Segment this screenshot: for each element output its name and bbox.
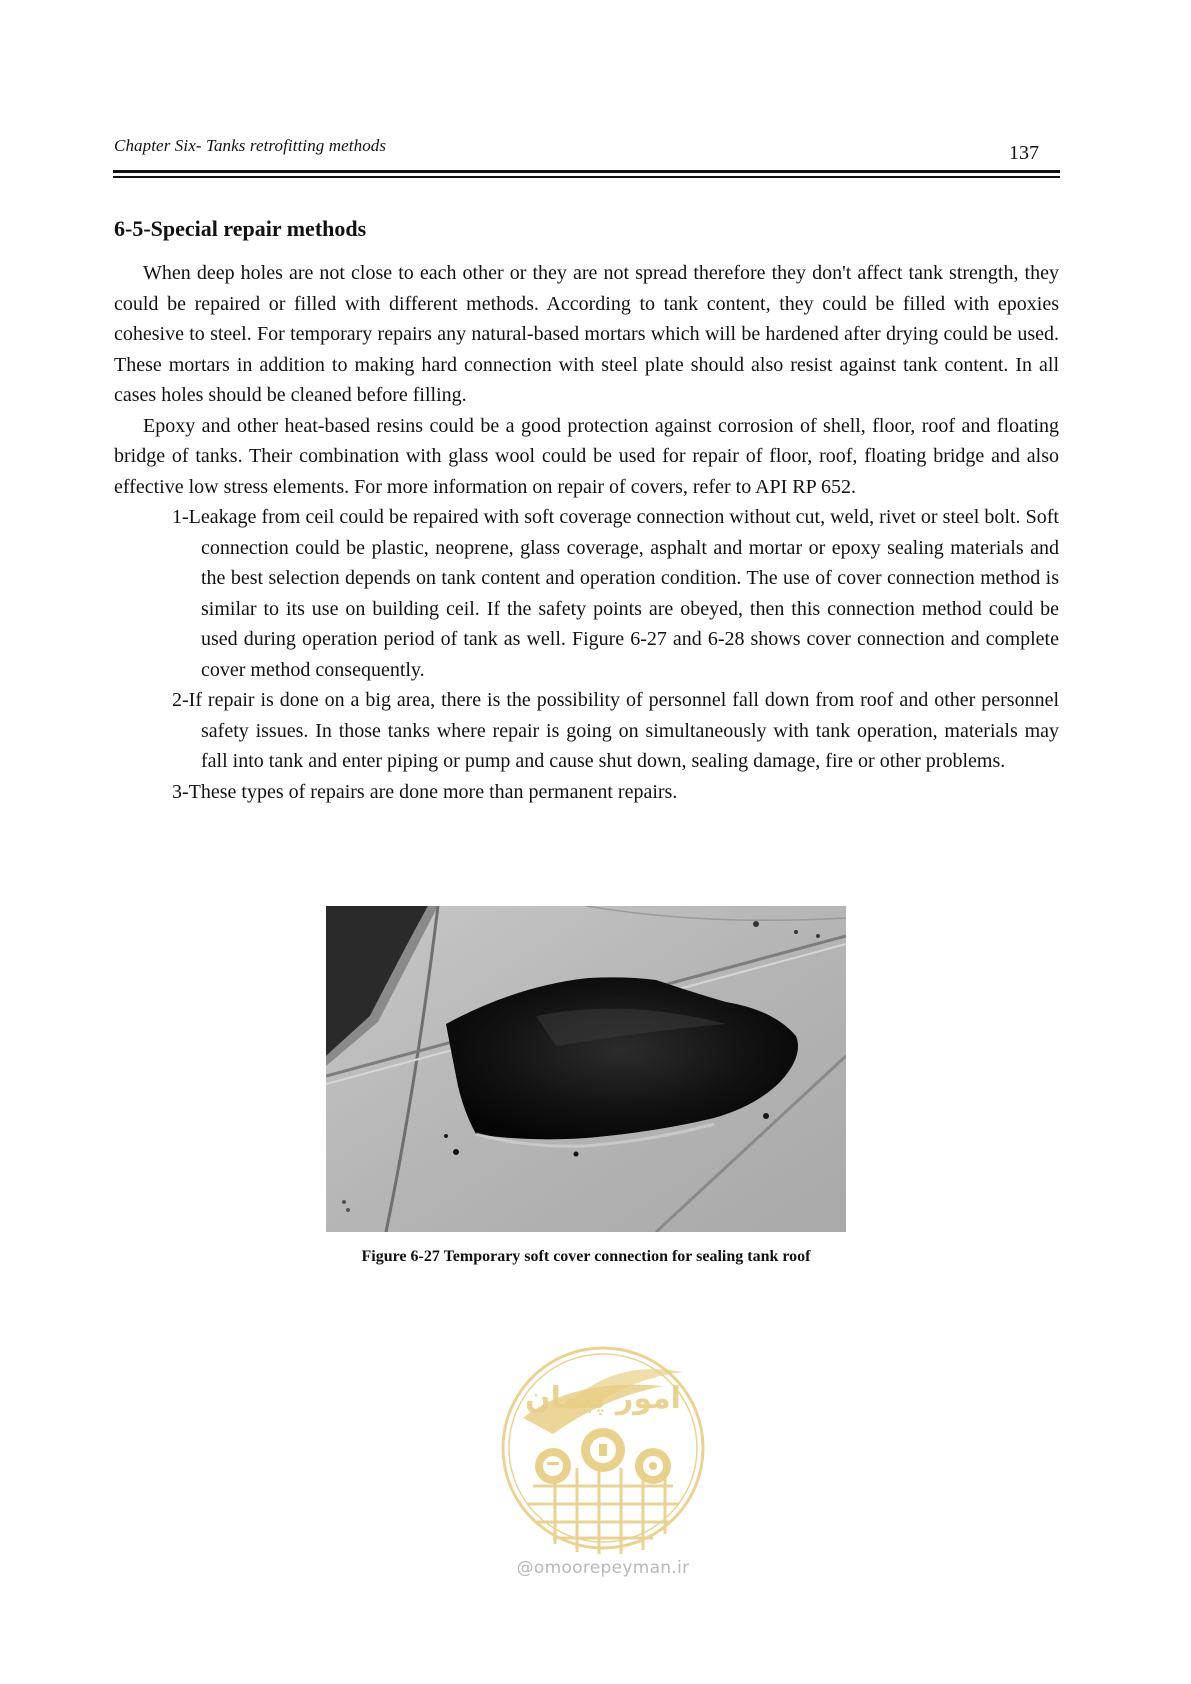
watermark-logo-icon bbox=[493, 1338, 713, 1558]
watermark-url: @omoorepeyman.ir bbox=[516, 1558, 690, 1578]
body-text bbox=[114, 258, 1059, 807]
watermark bbox=[493, 1338, 713, 1582]
numbered-list bbox=[172, 502, 1059, 807]
paragraph: Epoxy and other heat-based resins could be a good protection against corrosion of shell, floor, roof and floating bridge of tanks. Their combination with glass wool could be used for repair of floor, roof, floating bridge and also effective low stress elements. For more information on repair of covers, refer to API RP 652. bbox=[114, 414, 1059, 498]
header-rule-thick bbox=[113, 170, 1060, 173]
running-header-title: Chapter Six- Tanks retrofitting methods bbox=[114, 136, 387, 155]
figure-photo bbox=[326, 906, 846, 1232]
section-heading: 6-5-Special repair methods bbox=[114, 216, 367, 241]
svg-text:امور پیمان: امور پیمان bbox=[525, 1381, 681, 1416]
list-item: 1-Leakage from ceil could be repaired with soft coverage connection without cut, weld, rivet or steel bolt. Soft connection could be plastic, neoprene, glass coverage, asphalt and mortar or epoxy sealing materials and the best selection depends on tank content and operation condition. The use of cover connection method is similar to its use on building ceil. If the safety points are obeyed, then this connection method could be used during operation period of tank as well. Figure 6-27 and 6-28 shows cover connection and complete cover method consequently. bbox=[172, 506, 1059, 681]
page-number: 137 bbox=[1009, 142, 1039, 164]
list-item: 2-If repair is done on a big area, there is the possibility of personnel fall down from roof and other personnel safety issues. In those tanks where repair is going on simultaneously with tank operation, materials may fall into tank and enter piping or pump and cause shut down, sealing damage, fire or other problems. bbox=[172, 689, 1059, 772]
figure-caption: Figure 6-27 Temporary soft cover connection for sealing tank roof bbox=[361, 1248, 811, 1265]
list-item: 3-These types of repairs are done more than permanent repairs. bbox=[172, 780, 678, 803]
paragraph: When deep holes are not close to each other or they are not spread therefore they don't affect tank strength, they could be repaired or filled with different methods. According to tank content, they could be filled with epoxies cohesive to steel. For temporary repairs any natural-based mortars which will be hardened after drying could be used. These mortars in addition to making hard connection with steel plate should also resist against tank content. In all cases holes should be cleaned before filling. bbox=[114, 262, 1059, 406]
header-rule-thin bbox=[113, 176, 1060, 178]
